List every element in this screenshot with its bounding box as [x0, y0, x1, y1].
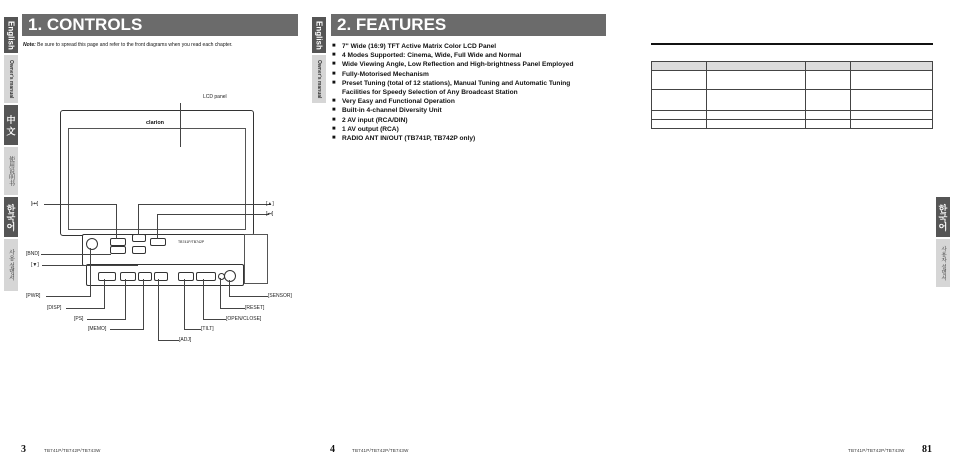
features-title-text: 2. FEATURES: [337, 15, 447, 34]
table-cell: [851, 71, 933, 90]
disp-label: [DISP]: [47, 305, 62, 311]
table-cell: [806, 90, 851, 111]
table-row: [652, 71, 933, 90]
page-number-right: 81: [922, 444, 932, 455]
reset-label: [RESET]: [245, 305, 265, 311]
model-footer-right: TB741P/TB742P/TB743W: [848, 448, 905, 453]
side-tab-owners-manual-label: Owner's manual: [8, 59, 14, 99]
feature-item: ■ 1 AV output (RCA): [332, 125, 594, 134]
ps-label: [PS]: [74, 316, 84, 322]
adj-label: [ADJ]: [179, 337, 192, 343]
down-label: [▼]: [31, 262, 39, 268]
side-tab-english: [4, 17, 18, 53]
table-row: [652, 111, 933, 120]
table-cell: [851, 120, 933, 129]
table-cell: [707, 120, 806, 129]
device-side-bracket: [244, 234, 268, 284]
side-tab-chinese-manual: [4, 147, 18, 195]
table-cell: [707, 111, 806, 120]
tilt-label: [TILT]: [201, 326, 214, 332]
device-model-print: TB741P/TB742P: [178, 240, 205, 244]
side-tab-owners-manual: [4, 55, 18, 103]
leader-memo: [110, 279, 144, 330]
side-tab-english-p4-label: English: [314, 20, 324, 50]
side-tab-korean-manual: [4, 239, 18, 291]
memo-label: [MEMO]: [88, 326, 107, 332]
side-tab-english-label: English: [6, 20, 16, 50]
page-number-left: 3: [21, 444, 26, 455]
note-label: Note:: [23, 42, 36, 48]
table-cell: [851, 62, 933, 71]
model-footer-middle: TB741P/TB742P/TB743W: [352, 448, 409, 453]
table-cell: [652, 111, 707, 120]
model-footer-left: TB741P/TB742P/TB743W: [44, 448, 101, 453]
sensor-label: [SENSOR]: [268, 293, 292, 299]
table-cell: [652, 120, 707, 129]
side-tab-chinese: [4, 105, 18, 145]
leader-sensor: [229, 280, 268, 297]
table-cell: [806, 111, 851, 120]
up-label: [▲]: [266, 201, 274, 207]
leader-tilt: [184, 279, 201, 330]
side-tab-chinese-manual-label: 使用说明书: [7, 156, 14, 186]
feature-item: ■ Built-in 4-channel Diversity Unit: [332, 106, 594, 115]
side-tab-english-p4: [312, 17, 326, 53]
table-cell: [707, 90, 806, 111]
side-tab-korean: [4, 197, 18, 237]
table-header-row: [652, 62, 933, 71]
table-cell: [652, 62, 707, 71]
feature-item: ■ 7" Wide (16:9) TFT Active Matrix Color LCD Panel: [332, 42, 594, 51]
feature-item: ■ Wide Viewing Angle, Low Reflection and High-brightness Panel Employed: [332, 60, 594, 69]
side-tab-korean-label: 한국어: [5, 203, 16, 231]
table-cell: [707, 62, 806, 71]
open-close-label: [OPEN/CLOSE]: [226, 316, 262, 322]
features-list: [332, 42, 594, 143]
table-cell: [851, 90, 933, 111]
side-tab-korean-right-manual-label: 사용자 설명서: [940, 245, 946, 281]
side-tab-korean-right: [936, 197, 950, 237]
leader-adj: [158, 279, 179, 341]
feature-item: ■ Preset Tuning (total of 12 stations), Manual Tuning and Automatic Tuning Facilities for Speedy Selection of Any Broadcast Station: [332, 79, 594, 97]
table-cell: [851, 111, 933, 120]
feature-item: ■ Very Easy and Functional Operation: [332, 97, 594, 106]
controls-note: [23, 42, 233, 48]
up-button[interactable]: [132, 234, 146, 242]
next-label: [⏭]: [266, 211, 274, 217]
brand-logo: clarion: [146, 120, 165, 126]
page-number-middle: 4: [330, 444, 335, 455]
note-text: Be sure to spread this page and refer to the front diagrams when you read each chapter.: [37, 42, 233, 48]
leader-lcd: [180, 103, 181, 147]
bnd-button[interactable]: [110, 246, 126, 254]
table-cell: [806, 62, 851, 71]
table-cell: [707, 71, 806, 90]
bnd-label: [BND]: [26, 251, 40, 257]
table-row: [652, 90, 933, 111]
side-tab-korean-manual-label: 사용 설명서: [7, 249, 14, 281]
down-button[interactable]: [132, 246, 146, 254]
table-cell: [806, 71, 851, 90]
feature-item: ■ RADIO ANT IN/OUT (TB741P, TB742P only): [332, 134, 594, 143]
table-cell: [652, 90, 707, 111]
prev-label: [⏮]: [31, 201, 39, 207]
right-title-rule: [651, 43, 933, 45]
pwr-label: [PWR]: [26, 293, 41, 299]
side-tab-owners-manual-p4-label: Owner's manual: [316, 59, 322, 99]
side-tab-korean-right-manual: [936, 239, 950, 287]
feature-item: ■ 2 AV input (RCA/DIN): [332, 116, 594, 125]
feature-item: ■ 4 Modes Supported: Cinema, Wide, Full Wide and Normal: [332, 51, 594, 60]
next-button[interactable]: [150, 238, 166, 246]
prev-button[interactable]: [110, 238, 126, 246]
table-row: [652, 120, 933, 129]
leader-next: [157, 214, 269, 239]
table-cell: [806, 120, 851, 129]
controls-title: [22, 14, 298, 36]
side-tab-owners-manual-p4: [312, 55, 326, 103]
leader-prev: [44, 204, 117, 239]
side-tab-korean-right-label: 한국어: [937, 203, 948, 231]
feature-item: ■ Fully-Motorised Mechanism: [332, 70, 594, 79]
lcd-panel-label: LCD panel: [203, 94, 227, 100]
spec-table: [651, 61, 933, 129]
table-cell: [652, 71, 707, 90]
side-tab-chinese-label: 中 文: [5, 114, 16, 136]
features-title: [331, 14, 606, 36]
controls-title-text: 1. CONTROLS: [28, 15, 143, 34]
